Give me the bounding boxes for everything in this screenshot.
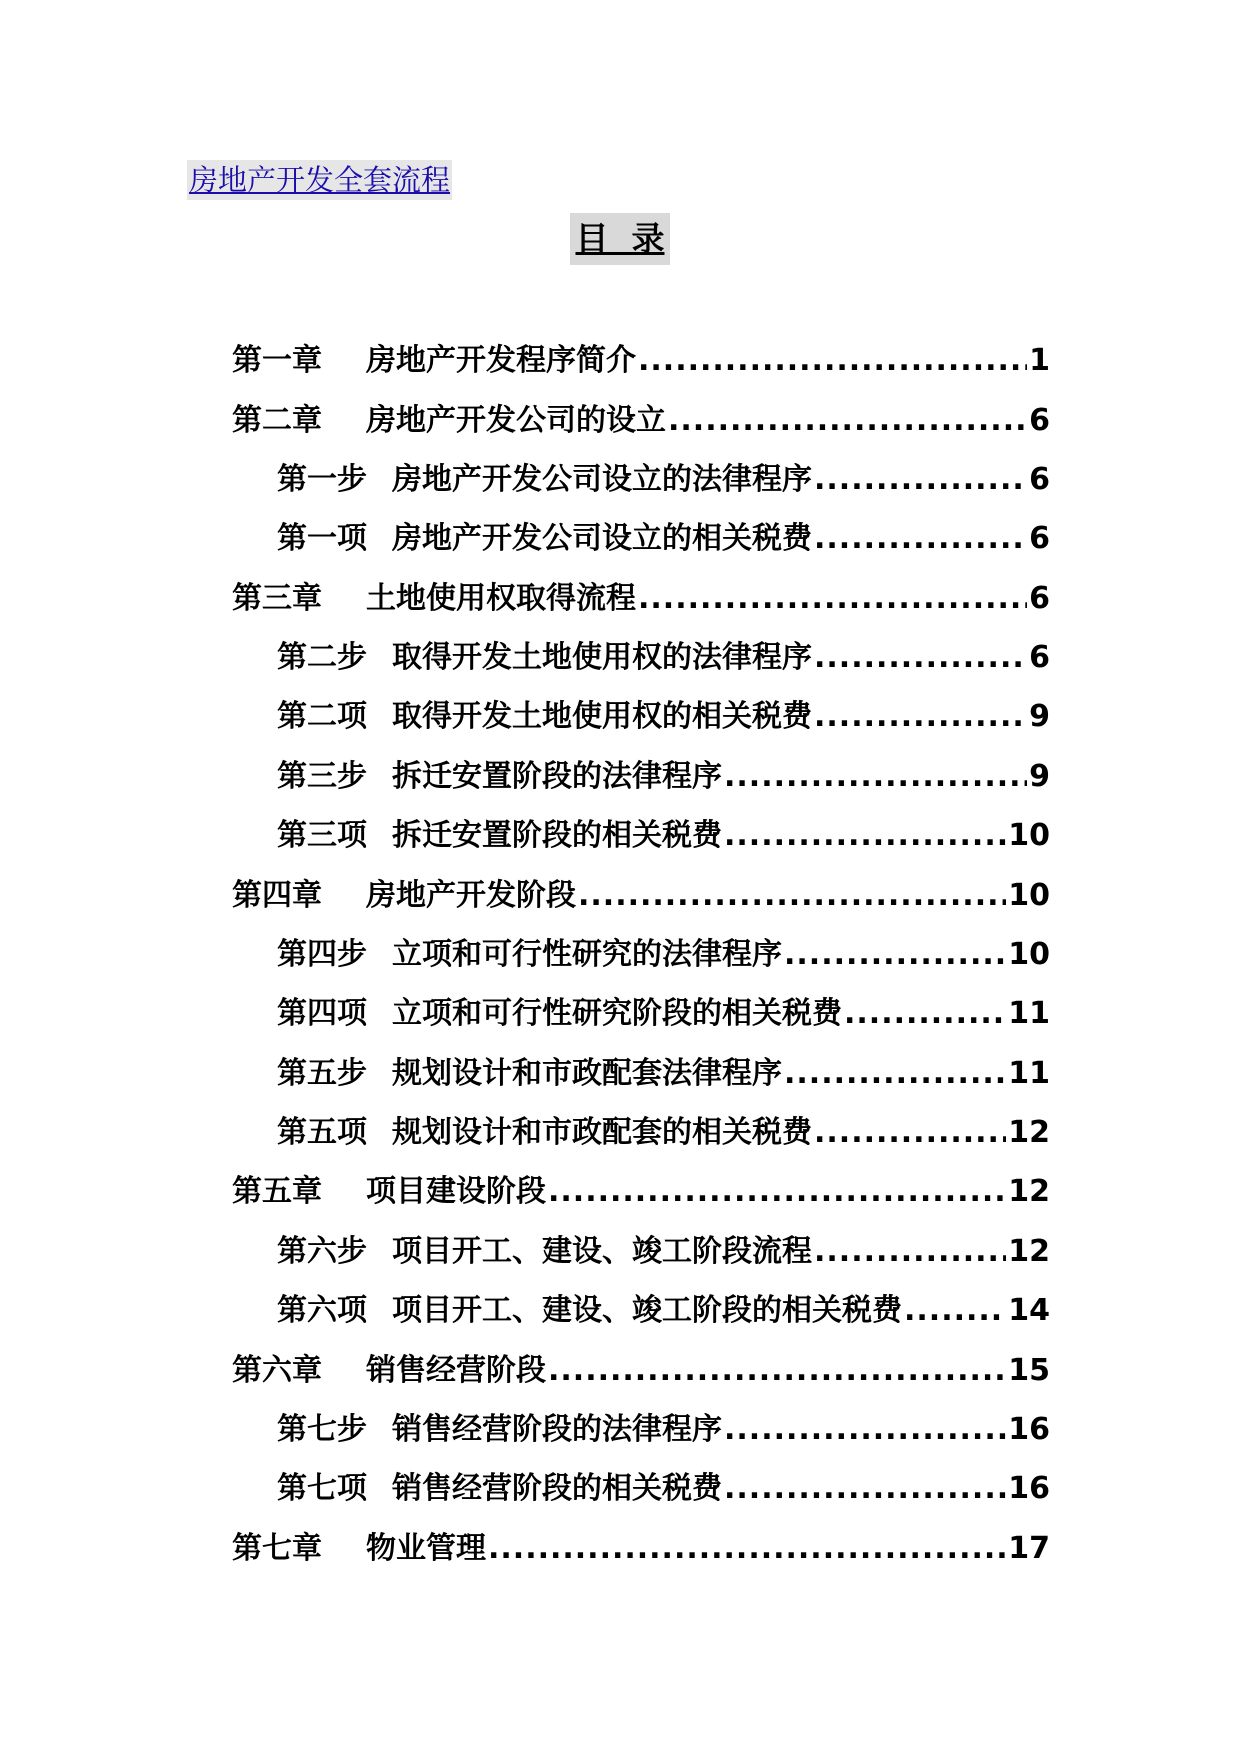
toc-entry-page: 9 <box>1029 759 1050 794</box>
toc-entry[interactable] <box>277 932 1050 978</box>
toc-heading: 目 录 <box>570 213 670 265</box>
toc-entry-number: 第二项 <box>277 699 367 734</box>
toc-entry-page: 1 <box>1029 343 1050 378</box>
toc-entry[interactable] <box>232 576 1050 622</box>
toc-entry-number: 第六章 <box>232 1353 322 1388</box>
toc-dot-leader <box>814 1229 1006 1275</box>
toc-entry[interactable] <box>277 457 1050 503</box>
toc-dot-leader <box>904 1288 1006 1334</box>
toc-entry[interactable] <box>232 338 1050 384</box>
toc-entry-number: 第七步 <box>277 1412 367 1447</box>
toc-dot-leader <box>814 635 1027 681</box>
toc-entry[interactable] <box>277 1466 1050 1512</box>
toc-entry-page: 10 <box>1008 878 1050 913</box>
toc-entry-page: 12 <box>1008 1234 1050 1269</box>
toc-entry[interactable] <box>277 1407 1050 1453</box>
toc-entry-number: 第四章 <box>232 878 322 913</box>
toc-entry-title: 房地产开发公司的设立 <box>366 403 666 438</box>
toc-entry-page: 11 <box>1008 1056 1050 1091</box>
toc-entry-title: 取得开发土地使用权的法律程序 <box>392 640 812 675</box>
toc-dot-leader <box>784 932 1006 978</box>
toc-entry[interactable] <box>277 991 1050 1037</box>
toc-dot-leader <box>814 694 1027 740</box>
toc-entry-number: 第六步 <box>277 1234 367 1269</box>
toc-entry[interactable] <box>277 754 1050 800</box>
toc-entry-title: 项目开工、建设、竣工阶段流程 <box>392 1234 812 1269</box>
toc-entry-number: 第三章 <box>232 581 322 616</box>
toc-entry-title: 销售经营阶段 <box>366 1353 546 1388</box>
toc-entry-title: 项目建设阶段 <box>366 1174 546 1209</box>
toc-entry-page: 6 <box>1029 521 1050 556</box>
toc-entry-number: 第三步 <box>277 759 367 794</box>
toc-entry-title: 拆迁安置阶段的相关税费 <box>392 818 722 853</box>
toc-entry-title: 立项和可行性研究阶段的相关税费 <box>392 996 842 1031</box>
toc-entry-title: 房地产开发程序简介 <box>366 343 636 378</box>
toc-entry-title: 销售经营阶段的相关税费 <box>392 1471 722 1506</box>
toc-entry-title: 物业管理 <box>366 1531 486 1566</box>
toc-dot-leader <box>724 754 1027 800</box>
toc-entry-number: 第五项 <box>277 1115 367 1150</box>
toc-entry-page: 17 <box>1008 1531 1050 1566</box>
toc-dot-leader <box>578 873 1006 919</box>
toc-entry-title: 规划设计和市政配套的相关税费 <box>392 1115 812 1150</box>
toc-entry[interactable] <box>232 1348 1050 1394</box>
document-title-link[interactable]: 房地产开发全套流程 <box>187 160 452 200</box>
toc-entry-page: 6 <box>1029 403 1050 438</box>
toc-entry-page: 12 <box>1008 1115 1050 1150</box>
toc-entry-number: 第五步 <box>277 1056 367 1091</box>
toc-entry[interactable] <box>232 873 1050 919</box>
toc-entry-title: 销售经营阶段的法律程序 <box>392 1412 722 1447</box>
toc-entry[interactable] <box>232 1169 1050 1215</box>
toc-entry-number: 第五章 <box>232 1174 322 1209</box>
toc-entry-number: 第二步 <box>277 640 367 675</box>
toc-entry-page: 14 <box>1008 1293 1050 1328</box>
toc-entry-number: 第三项 <box>277 818 367 853</box>
toc-entry-number: 第一章 <box>232 343 322 378</box>
toc-entry[interactable] <box>277 1229 1050 1275</box>
toc-entry-number: 第六项 <box>277 1293 367 1328</box>
toc-entry-page: 6 <box>1029 640 1050 675</box>
toc-entry-page: 16 <box>1008 1412 1050 1447</box>
toc-entry-page: 15 <box>1008 1353 1050 1388</box>
toc-entry-title: 土地使用权取得流程 <box>366 581 636 616</box>
toc-dot-leader <box>724 1466 1006 1512</box>
toc-dot-leader <box>784 1051 1006 1097</box>
toc-entry-number: 第一项 <box>277 521 367 556</box>
toc-dot-leader <box>814 516 1027 562</box>
toc-entry-number: 第一步 <box>277 462 367 497</box>
toc-entry[interactable] <box>232 398 1050 444</box>
toc-entry-title: 立项和可行性研究的法律程序 <box>392 937 782 972</box>
toc-entry[interactable] <box>277 1110 1050 1156</box>
toc-dot-leader <box>548 1348 1006 1394</box>
toc-entry-page: 6 <box>1029 462 1050 497</box>
toc-dot-leader <box>638 338 1027 384</box>
toc-entry[interactable] <box>232 1526 1050 1572</box>
toc-dot-leader <box>668 398 1027 444</box>
toc-entry-page: 6 <box>1029 581 1050 616</box>
toc-entry-number: 第四步 <box>277 937 367 972</box>
toc-dot-leader <box>548 1169 1006 1215</box>
toc-entry-page: 11 <box>1008 996 1050 1031</box>
toc-entry-title: 项目开工、建设、竣工阶段的相关税费 <box>392 1293 902 1328</box>
toc-entry-page: 10 <box>1008 818 1050 853</box>
toc-entry[interactable] <box>277 1288 1050 1334</box>
toc-entry-number: 第二章 <box>232 403 322 438</box>
toc-entry-number: 第四项 <box>277 996 367 1031</box>
toc-entry-page: 9 <box>1029 699 1050 734</box>
toc-entry[interactable] <box>277 813 1050 859</box>
toc-entry-title: 拆迁安置阶段的法律程序 <box>392 759 722 794</box>
toc-dot-leader <box>724 813 1006 859</box>
toc-entry-number: 第七项 <box>277 1471 367 1506</box>
toc-entry-title: 房地产开发公司设立的法律程序 <box>392 462 812 497</box>
toc-entry[interactable] <box>277 694 1050 740</box>
toc-entry-number: 第七章 <box>232 1531 322 1566</box>
toc-entry-title: 取得开发土地使用权的相关税费 <box>392 699 812 734</box>
toc-dot-leader <box>814 457 1027 503</box>
toc-entry[interactable] <box>277 635 1050 681</box>
toc-entry-title: 房地产开发阶段 <box>366 878 576 913</box>
toc-entry-page: 10 <box>1008 937 1050 972</box>
toc-entry-title: 房地产开发公司设立的相关税费 <box>392 521 812 556</box>
toc-dot-leader <box>724 1407 1006 1453</box>
toc-entry-title: 规划设计和市政配套法律程序 <box>392 1056 782 1091</box>
toc-entry[interactable] <box>277 516 1050 562</box>
toc-dot-leader <box>638 576 1027 622</box>
toc-dot-leader <box>844 991 1006 1037</box>
toc-dot-leader <box>814 1110 1006 1156</box>
toc-dot-leader <box>488 1526 1006 1572</box>
toc-entry[interactable] <box>277 1051 1050 1097</box>
toc-entry-page: 12 <box>1008 1174 1050 1209</box>
toc-entry-page: 16 <box>1008 1471 1050 1506</box>
